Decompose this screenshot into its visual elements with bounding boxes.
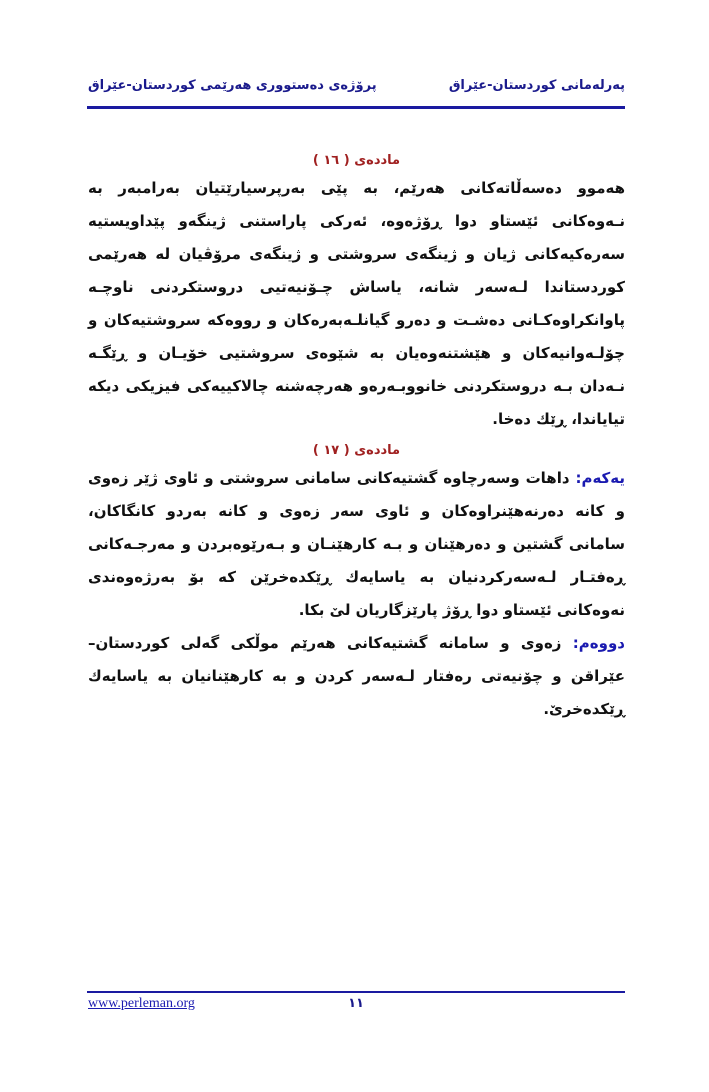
article-paragraph [88,172,625,436]
paragraph-text: داهات وسەرچاوە گشتیەكانی سامانی سروشتی و ئاوی ژێر زەوی و كانە دەرنەهێنراوەكان و ئاوی سەر زەوی و كانە بەردو كانگاكان، سامانی گشتین و دەرهێنان و بـە كارهێنـان و بـەرێوەبردن و مەرجـەكانی ڕەفتـار لـەسەركردنیان بە یاسایەك ڕێكدەخرێن كە بۆ بەرژەوەندی نەوەكانی ئێستاو دوا ڕۆژ پارێزگاریان لێ بكا. [88,469,625,619]
header-parliament-title: پەرلەمانی كوردستان-عێراق [448,78,625,93]
header-constitution-title: پرۆژەی دەستووری هەرێمی كوردستان-عێراق [88,78,377,93]
article-title: ماددەی ( ١٦ ) [312,153,401,168]
article-paragraph [88,627,625,726]
footer-website-link[interactable]: www.perleman.org [88,996,195,1011]
paragraph-lead: دووەم: [572,634,625,652]
article-paragraph [88,462,625,627]
page-content [88,150,625,726]
page-number: ١١ [348,996,364,1011]
paragraph-lead: یەكەم: [575,469,625,487]
paragraph-text: زەوی و سامانە گشتیەكانی هەرێم موڵكی گەلی كوردستان–عێراقن و چۆنیەتی رەفتار لـەسەر كردن و بە كارهێنانیان بە یاسایەك ڕێكدەخرێ. [88,634,625,718]
footer-divider [87,991,625,993]
article-title: ماددەی ( ١٧ ) [312,443,401,458]
page-header [88,78,625,104]
header-divider [87,106,625,109]
paragraph-text: هەموو دەسەڵاتەكانی هەرێم، بە پێی بەرپرسیارێتیان بەرامبەر بە نـەوەكانی ئێستاو دوا ڕۆژەوە، ئەركی پاراستنی ژینگەو پێداویستیە سەرەكیەكانی ژیان و ژینگەی سروشتی و ژینگەی مرۆڤیان لە هەرێمی كوردستاندا لـەسەر شانە، یاساش چـۆنیەتیی دروستكردنی ناوچـە پاوانكراوەكـانی دەشـت و دەرو گیانلـەبەرەكان و رووەكە سروشتیەكان و چۆلـەوانیەكان و هێشتنەوەیان بە شێوەی سروشتیی خۆیـان و ڕێگـە نـەدان بـە دروستكردنی خانووبـەرەو هەرچەشنە چالاكییەكی فیزیكی دیكە تیایاندا، ڕێك دەخا. [88,179,625,428]
